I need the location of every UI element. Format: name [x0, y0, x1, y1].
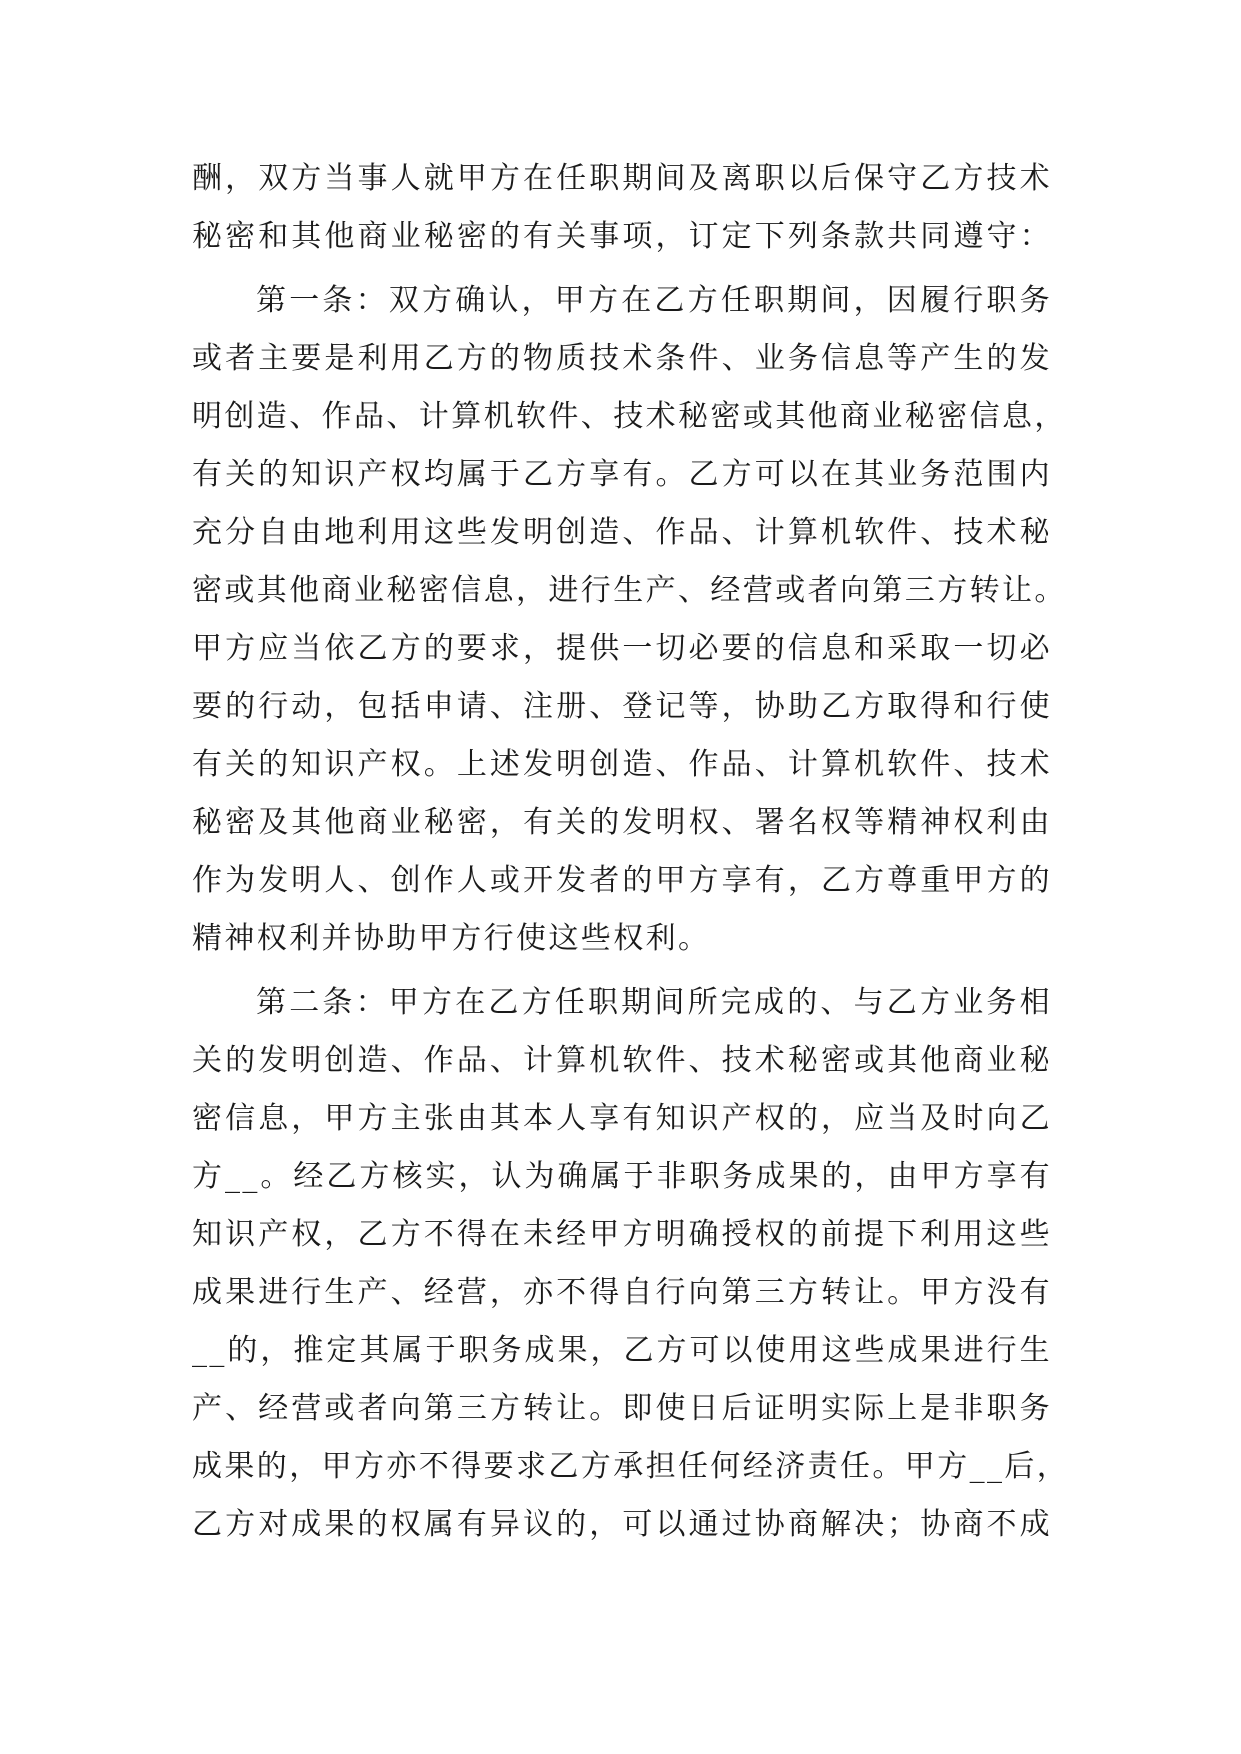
text-line: __的，推定其属于职务成果，乙方可以使用这些成果进行生: [192, 1333, 1052, 1368]
text-line: 充分自由地利用这些发明创造、作品、计算机软件、技术秘: [192, 515, 1052, 550]
text-line: 有关的知识产权。上述发明创造、作品、计算机软件、技术: [192, 747, 1052, 782]
text-line: 第一条：双方确认，甲方在乙方任职期间，因履行职务: [256, 283, 1052, 318]
text-line: 甲方应当依乙方的要求，提供一切必要的信息和采取一切必: [192, 631, 1052, 666]
text-line: 成果的，甲方亦不得要求乙方承担任何经济责任。甲方__后，: [192, 1449, 1070, 1484]
text-line: 乙方对成果的权属有异议的，可以通过协商解决；协商不成: [192, 1507, 1052, 1542]
article-2-paragraph: [192, 974, 1070, 1554]
intro-paragraph: [192, 150, 1052, 266]
text-line: 密信息，甲方主张由其本人享有知识产权的，应当及时向乙: [192, 1101, 1052, 1136]
text-line: 有关的知识产权均属于乙方享有。乙方可以在其业务范围内: [192, 457, 1052, 492]
text-line: 成果进行生产、经营，亦不得自行向第三方转让。甲方没有: [192, 1275, 1052, 1310]
text-line: 关的发明创造、作品、计算机软件、技术秘密或其他商业秘: [192, 1043, 1052, 1078]
text-line: 知识产权，乙方不得在未经甲方明确授权的前提下利用这些: [192, 1217, 1052, 1252]
text-line: 密或其他商业秘密信息，进行生产、经营或者向第三方转让。: [192, 573, 1067, 608]
text-line: 明创造、作品、计算机软件、技术秘密或其他商业秘密信息，: [192, 399, 1067, 434]
document-body: [192, 150, 1070, 1554]
text-line: 第二条：甲方在乙方任职期间所完成的、与乙方业务相: [256, 985, 1052, 1020]
text-line: 秘密和其他商业秘密的有关事项，订定下列条款共同遵守：: [192, 219, 1052, 254]
text-line: 或者主要是利用乙方的物质技术条件、业务信息等产生的发: [192, 341, 1052, 376]
text-line: 酬，双方当事人就甲方在任职期间及离职以后保守乙方技术: [192, 161, 1052, 196]
article-1-paragraph: [192, 272, 1067, 968]
text-line: 方__。经乙方核实，认为确属于非职务成果的，由甲方享有: [192, 1159, 1052, 1194]
text-line: 秘密及其他商业秘密，有关的发明权、署名权等精神权利由: [192, 805, 1052, 840]
text-line: 产、经营或者向第三方转让。即使日后证明实际上是非职务: [192, 1391, 1052, 1426]
text-line: 作为发明人、创作人或开发者的甲方享有，乙方尊重甲方的: [192, 863, 1052, 898]
text-line: 要的行动，包括申请、注册、登记等，协助乙方取得和行使: [192, 689, 1052, 724]
text-line: 精神权利并协助甲方行使这些权利。: [192, 921, 711, 956]
